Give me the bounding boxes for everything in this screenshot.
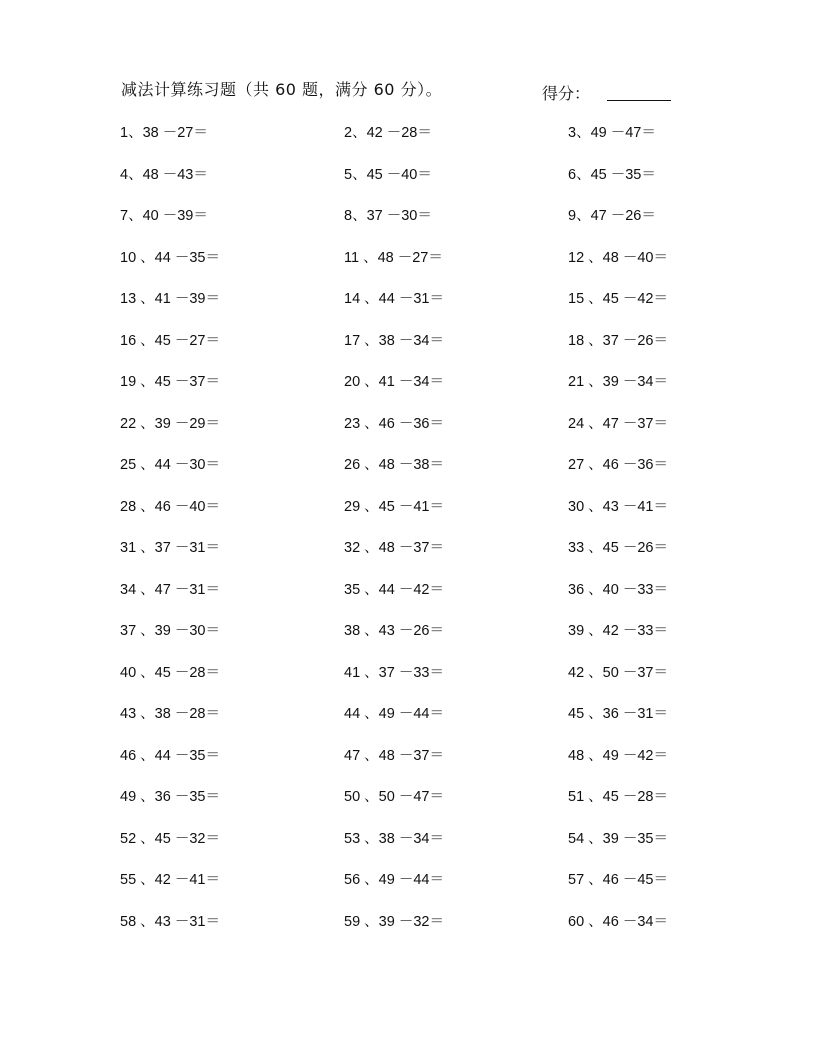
problem-item-17: 17 、38 －34＝ (344, 332, 444, 349)
problem-item-20: 20 、41 －34＝ (344, 374, 444, 390)
problem-item-56: 56 、49 －44＝ (344, 872, 444, 888)
problem-item-46: 46 、44 －35＝ (120, 747, 220, 764)
problem-item-14: 14 、44 －31＝ (344, 291, 444, 307)
problem-item-36: 36 、40 －33＝ (568, 581, 668, 598)
problem-item-54: 54 、39 －35＝ (568, 830, 668, 847)
problem-item-44: 44 、49 －44＝ (344, 706, 444, 722)
problem-item-41: 41 、37 －33＝ (344, 664, 444, 681)
problem-item-49: 49 、36 －35＝ (120, 789, 220, 805)
problem-item-15: 15 、45 －42＝ (568, 291, 668, 307)
problem-item-38: 38 、43 －26＝ (344, 623, 444, 639)
problem-item-32: 32 、48 －37＝ (344, 540, 444, 556)
problem-item-42: 42 、50 －37＝ (568, 664, 668, 681)
problem-item-50: 50 、50 －47＝ (344, 789, 444, 805)
problem-item-51: 51 、45 －28＝ (568, 789, 668, 805)
problem-item-23: 23 、46 －36＝ (344, 415, 444, 432)
problem-item-33: 33 、45 －26＝ (568, 540, 668, 556)
problem-item-1: 1、38 －27＝ (120, 125, 208, 141)
problem-item-60: 60 、46 －34＝ (568, 913, 668, 930)
problem-item-57: 57 、46 －45＝ (568, 872, 668, 888)
worksheet-title: 减法计算练习题（共 60 题，满分 60 分）。 (121, 80, 443, 99)
problem-grid (120, 122, 720, 952)
problem-item-25: 25 、44 －30＝ (120, 457, 220, 473)
problem-item-48: 48 、49 －42＝ (568, 747, 668, 764)
problem-item-2: 2、42 －28＝ (344, 125, 432, 141)
problem-item-40: 40 、45 －28＝ (120, 664, 220, 681)
problem-item-59: 59 、39 －32＝ (344, 913, 444, 930)
problem-item-8: 8、37 －30＝ (344, 208, 432, 224)
problem-item-4: 4、48 －43＝ (120, 166, 208, 183)
problem-item-22: 22 、39 －29＝ (120, 415, 220, 432)
problem-item-29: 29 、45 －41＝ (344, 498, 444, 515)
problem-item-47: 47 、48 －37＝ (344, 747, 444, 764)
problem-item-34: 34 、47 －31＝ (120, 581, 220, 598)
problem-item-6: 6、45 －35＝ (568, 166, 656, 183)
problem-item-10: 10 、44 －35＝ (120, 249, 220, 266)
problem-item-27: 27 、46 －36＝ (568, 457, 668, 473)
problem-item-31: 31 、37 －31＝ (120, 540, 220, 556)
problem-item-43: 43 、38 －28＝ (120, 706, 220, 722)
problem-item-52: 52 、45 －32＝ (120, 830, 220, 847)
problem-item-45: 45 、36 －31＝ (568, 706, 668, 722)
problem-item-26: 26 、48 －38＝ (344, 457, 444, 473)
problem-item-37: 37 、39 －30＝ (120, 623, 220, 639)
problem-item-13: 13 、41 －39＝ (120, 291, 220, 307)
problem-item-55: 55 、42 －41＝ (120, 872, 220, 888)
problem-item-16: 16 、45 －27＝ (120, 332, 220, 349)
problem-item-11: 11 、48 －27＝ (344, 249, 443, 266)
problem-item-19: 19 、45 －37＝ (120, 374, 220, 390)
problem-item-18: 18 、37 －26＝ (568, 332, 668, 349)
problem-item-53: 53 、38 －34＝ (344, 830, 444, 847)
problem-item-39: 39 、42 －33＝ (568, 623, 668, 639)
problem-item-35: 35 、44 －42＝ (344, 581, 444, 598)
problem-item-12: 12 、48 －40＝ (568, 249, 668, 266)
problem-item-24: 24 、47 －37＝ (568, 415, 668, 432)
problem-item-7: 7、40 －39＝ (120, 208, 208, 224)
problem-item-21: 21 、39 －34＝ (568, 374, 668, 390)
problem-item-58: 58 、43 －31＝ (120, 913, 220, 930)
score-label: 得分： (542, 84, 591, 103)
problem-item-28: 28 、46 －40＝ (120, 498, 220, 515)
problem-item-9: 9、47 －26＝ (568, 208, 656, 224)
problem-item-5: 5、45 －40＝ (344, 166, 432, 183)
problem-item-3: 3、49 －47＝ (568, 125, 656, 141)
score-blank-line[interactable] (607, 80, 671, 101)
problem-item-30: 30 、43 －41＝ (568, 498, 668, 515)
